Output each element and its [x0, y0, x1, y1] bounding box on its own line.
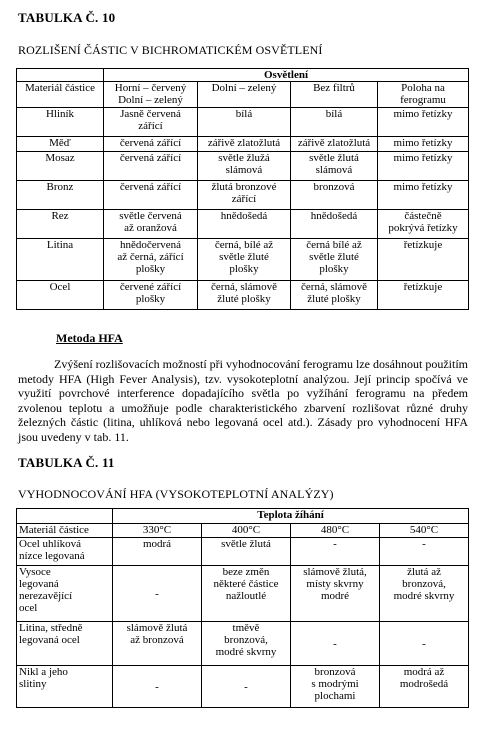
table-cell: zářivě zlatožlutá — [291, 137, 378, 152]
table-cell: černá, slámově žluté plošky — [198, 281, 291, 310]
hfa-paragraph — [18, 357, 468, 445]
table-cell: tměvě bronzová, modré skvrny — [202, 622, 291, 666]
table-cell: bílá — [291, 108, 378, 137]
table-row — [17, 239, 469, 281]
table-cell: Rez — [17, 210, 104, 239]
table1-caption: TABULKA Č. 10 — [18, 10, 116, 25]
table-cell: světle žlužá slámová — [198, 152, 291, 181]
table-row — [17, 137, 469, 152]
table-cell: mimo řetízky — [378, 152, 469, 181]
table-cell: - — [380, 622, 469, 666]
table-cell: - — [113, 666, 202, 708]
table2-caption: TABULKA Č. 11 — [18, 455, 115, 470]
table2-group-header: Teplota žíhání — [113, 509, 469, 524]
table-row — [17, 108, 469, 137]
table-cell: Mosaz — [17, 152, 104, 181]
table-cell: světle červená až oranžová — [104, 210, 198, 239]
table-cell: - — [380, 538, 469, 566]
table-cell: Ocel uhlíková nízce legovaná — [17, 538, 113, 566]
table1-title: ROZLIŠENÍ ČÁSTIC V BICHROMATICKÉM OSVĚTLENÍ — [18, 43, 323, 57]
table-cell: modrá až modrošedá — [380, 666, 469, 708]
table-cell: Litina, středně legovaná ocel — [17, 622, 113, 666]
table-cell: světle žlutá — [202, 538, 291, 566]
column-header: Bez filtrů — [291, 82, 378, 108]
table1-header-row — [17, 82, 469, 108]
table-cell: zářivě zlatožlutá — [198, 137, 291, 152]
table-cell: slámově žlutá až bronzová — [113, 622, 202, 666]
table-cell: Litina — [17, 239, 104, 281]
table1-header-blank — [17, 69, 104, 82]
column-header: 480°C — [291, 524, 380, 538]
table-cell: žlutá bronzové zářící — [198, 181, 291, 210]
table-row — [17, 281, 469, 310]
table-cell: červená zářící — [104, 181, 198, 210]
table-cell: žlutá až bronzová, modré skvrny — [380, 566, 469, 622]
table-cell: mimo řetízky — [378, 181, 469, 210]
table-cell: červená zářící — [104, 152, 198, 181]
hfa-paragraph-text: Zvýšení rozlišovacích možností při vyhodnocování ferogramu lze dosáhnout použitím metody HFA (High Fever Analysis), tzv. vysokoteplotní analýzou. Její princip spočívá ve využití povrchové interference dopadajícího světla po vyžíhání ferogramu na předem zvolenou teplotu a umožňuje podle charakteristického zbarvení rozlišovat různé druhy železných částic (litina, uhlíková nebo legovaná ocel atd.). Zásady pro vyhodnocení HFA jsou uvedeny v tab. 11. — [18, 357, 468, 444]
table2-header-blank — [17, 509, 113, 524]
column-header: 400°C — [202, 524, 291, 538]
table-cell: Měď — [17, 137, 104, 152]
table-cell: mimo řetízky — [378, 108, 469, 137]
table1-group-header: Osvětlení — [104, 69, 469, 82]
table1 — [16, 68, 469, 310]
table-cell: modrá — [113, 538, 202, 566]
table2-header-row — [17, 524, 469, 538]
table-row — [17, 538, 469, 566]
table-cell: mimo řetízky — [378, 137, 469, 152]
table-cell: slámově žlutá, místy skvrny modré — [291, 566, 380, 622]
column-header: 540°C — [380, 524, 469, 538]
table-row — [17, 666, 469, 708]
table-cell: bronzová s modrými plochami — [291, 666, 380, 708]
table-cell: - — [291, 622, 380, 666]
table-cell: světle žlutá slámová — [291, 152, 378, 181]
table-cell: hnědošedá — [198, 210, 291, 239]
table-cell: Bronz — [17, 181, 104, 210]
table-cell: Ocel — [17, 281, 104, 310]
table-cell: - — [291, 538, 380, 566]
table-cell: červené zářící plošky — [104, 281, 198, 310]
table-cell: - — [113, 566, 202, 622]
table-row — [17, 210, 469, 239]
table-cell: řetízkuje — [378, 281, 469, 310]
column-header: Poloha na ferogramu — [378, 82, 469, 108]
table-cell: řetízkuje — [378, 239, 469, 281]
table2 — [16, 508, 469, 708]
table-cell: beze změn některé částice nažloutlé — [202, 566, 291, 622]
table-cell: bronzová — [291, 181, 378, 210]
table-cell: Nikl a jeho slitiny — [17, 666, 113, 708]
table-cell: černá, slámově žluté plošky — [291, 281, 378, 310]
table-cell: červená zářící — [104, 137, 198, 152]
table-row — [17, 152, 469, 181]
column-header: 330°C — [113, 524, 202, 538]
table2-title: VYHODNOCOVÁNÍ HFA (VYSOKOTEPLOTNÍ ANALÝZY) — [18, 487, 334, 501]
table-cell: Hliník — [17, 108, 104, 137]
column-header: Dolní – zelený — [198, 82, 291, 108]
table-cell: částečně pokrývá řetízky — [378, 210, 469, 239]
column-header: Materiál částice — [17, 524, 113, 538]
table-row — [17, 181, 469, 210]
table-cell: - — [202, 666, 291, 708]
table-cell: Vysoce legovaná nerezavějící ocel — [17, 566, 113, 622]
table-cell: Jasně červená zářící — [104, 108, 198, 137]
column-header: Materiál částice — [17, 82, 104, 108]
table-cell: hnědošedá — [291, 210, 378, 239]
table-cell: bílá — [198, 108, 291, 137]
table-row — [17, 622, 469, 666]
hfa-heading: Metoda HFA — [56, 331, 123, 345]
column-header: Horní – červený Dolní – zelený — [104, 82, 198, 108]
table-row — [17, 566, 469, 622]
table-cell: hnědočervená až černá, zářící plošky — [104, 239, 198, 281]
table-cell: černá bílé až světle žluté plošky — [291, 239, 378, 281]
table-cell: černá, bílé až světle žluté plošky — [198, 239, 291, 281]
